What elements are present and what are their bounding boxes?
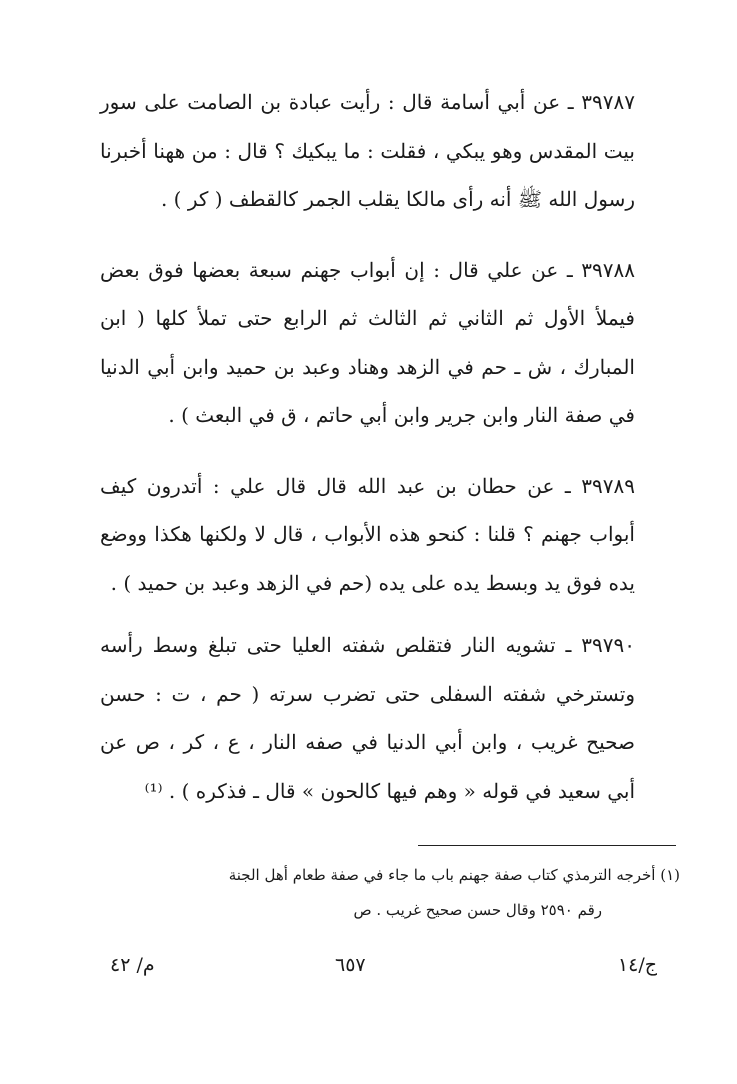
hadith-paragraph-39787: ٣٩٧٨٧ ـ عن أبي أسامة قال : رأيت عبادة بن الصامت على سور بيت المقدس وهو يبكي ، فقلت : ما يبكيك ؟ قال : من ههنا أخبرنا رسول الله ﷺ أنه رأى مالكا يقلب الجمر كالقطف ( كر ) . — [100, 90, 635, 211]
hadith-paragraph-39789: ٣٩٧٨٩ ـ عن حطان بن عبد الله قال قال علي : أتدرون كيف أبواب جهنم ؟ قلنا : كنحو هذه الأبواب ، قال لا ولكنها هكذا ووضع يده فوق يد وبسط يده على يده (حم في الزهد وعبد بن حميد ) . — [100, 473, 635, 595]
page-footer — [0, 954, 737, 994]
footnote-line-1: (١) أخرجه الترمذي كتاب صفة جهنم باب ما جاء في صفة طعام أهل الجنة — [228, 866, 680, 884]
main-text — [100, 78, 635, 815]
signature-marker: م/ ٤٢ — [110, 954, 155, 976]
footnote-line-2: رقم ٢٥٩٠ وقال حسن صحيح غريب . ص — [353, 901, 602, 919]
footnote — [110, 858, 680, 928]
hadith-paragraph-39790: ٣٩٧٩٠ ـ تشويه النار فتقلص شفته العليا حتى تبلغ وسط رأسه وتسترخي شفته السفلى حتى تضرب سرته ( حم ، ت : حسن صحيح غريب ، وابن أبي الدنيا في صفه النار ، ع ، كر ، ص عن أبي سعيد في قوله « وهم فيها كالحون » قال ـ فذكره ) . ⁽¹⁾ — [100, 633, 635, 803]
footnote-divider — [418, 845, 676, 846]
hadith-paragraph-39788: ٣٩٧٨٨ ـ عن علي قال : إن أبواب جهنم سبعة بعضها فوق بعض فيملأ الأول ثم الثاني ثم الثالث ثم الرابع حتى تملأ كلها ( ابن المبارك ، ش ـ حم في الزهد وهناد وعبد بن حميد وابن أبي الدنيا في صفة النار وابن جرير وابن أبي حاتم ، ق في البعث ) . — [100, 257, 635, 427]
page-number: ٦٥٧ — [335, 954, 366, 976]
volume-marker: ج/١٤ — [617, 954, 657, 976]
